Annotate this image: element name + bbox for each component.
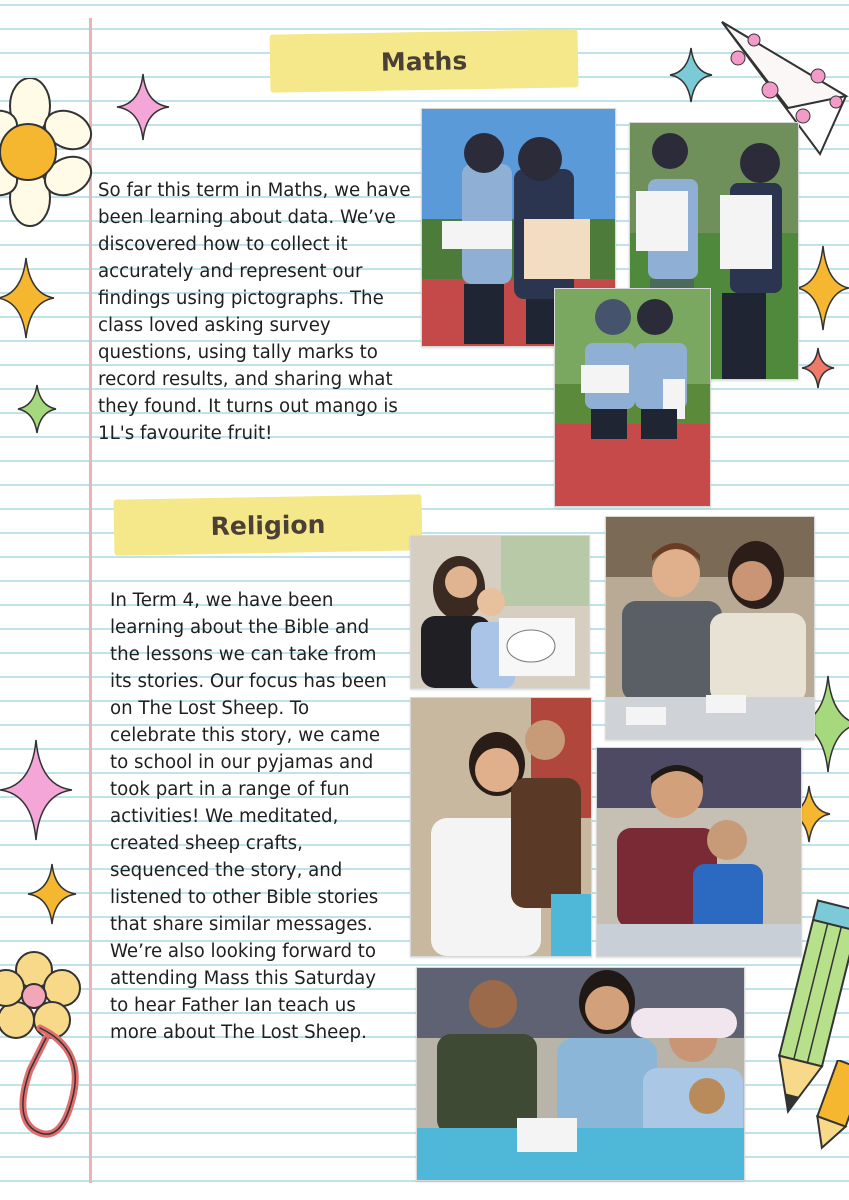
sparkle-pink-left-icon — [0, 738, 74, 842]
sparkle-yellow-icon — [0, 256, 56, 340]
sparkle-yellow-left-icon — [26, 862, 78, 926]
sparkle-green-icon — [16, 383, 58, 435]
religion-photo-teacher-hug — [410, 697, 592, 957]
flower-paperclip-icon — [0, 950, 100, 1150]
religion-photo-teacher-student-sheep — [410, 535, 590, 689]
religion-photo-group-pyjamas — [416, 967, 745, 1181]
religion-photo-boy-with-teacher — [605, 516, 815, 740]
maths-heading: Maths — [380, 45, 468, 77]
flower-icon — [0, 78, 96, 228]
sparkle-pink-icon — [115, 72, 171, 142]
pencil-yellow-icon — [812, 1060, 849, 1150]
religion-heading: Religion — [210, 509, 326, 541]
religion-photo-teacher-and-boy — [596, 747, 802, 957]
religion-body-text: In Term 4, we have been learning about the Bible and the lessons we can take from its stories. Our focus has been on The Lost Sheep. To celebrate this story, we came to school in our pyjamas and took part in a range of fun activities! We meditated, created sheep crafts, sequenced the story, and listened to other Bible stories that share similar messages. We’re also looking forward to attending Mass this Saturday to hear Father Ian teach us more about The Lost Sheep. — [110, 590, 387, 1043]
sparkle-yellow-right-icon — [793, 244, 849, 332]
sparkle-red-icon — [800, 346, 836, 390]
religion-heading-band — [114, 494, 423, 555]
maths-photo-students-survey-3 — [554, 288, 711, 507]
maths-body-text: So far this term in Maths, we have been learning about data. We’ve discovered how to collect it accurately and represent our findings using pictographs. The class loved asking survey questions, using tally marks to record results, and sharing what they found. It turns out mango is 1L's favourite fruit! — [98, 180, 411, 444]
maths-heading-band — [270, 29, 579, 92]
sparkle-blue-icon — [668, 46, 714, 104]
